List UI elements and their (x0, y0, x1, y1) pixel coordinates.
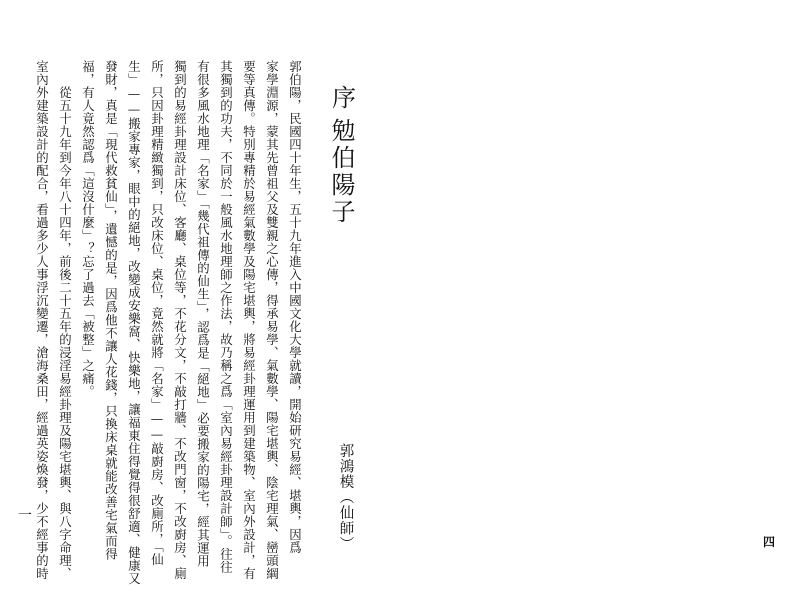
text-column-2: 家學淵源，蒙其先曾祖父及雙親之心傳，得承易學、氣數學、陽宅堪輿、陰宅理氣、巒頭綱 (264, 60, 280, 580)
text-column-10: 福，有人竟然認爲「這沒什麼」？忘了過去「被整」之痛。 (80, 60, 96, 398)
text-column-3: 要等真傳。特別專精於易經氣數學及陽宅堪輿，將易經卦理運用到建築物、室內外設計，有 (241, 60, 257, 580)
text-column-9: 發財，真是「現代救貧仙」，遺憾的是，因爲他不讓人花錢，只換床桌就能改善宅氣而得 (103, 60, 119, 561)
page-number-right: 四 (763, 535, 776, 549)
page-number-left: 一 (18, 508, 32, 524)
text-column-11: 從五十九年到今年八十四年，前後二十五年的浸淫易經卦理及陽宅堪輿、與八字命理、 (57, 60, 73, 580)
text-column-8: 生」——搬家專家，眼中的絕地，改變成安樂窩、快樂地，讓福東住得覺得很舒適、健康又 (126, 60, 142, 586)
text-column-12: 室內外建築設計的配合，看過多少人事浮沉變遷，滄海桑田，經過英姿煥發，少不經事的時 (34, 60, 50, 580)
text-column-5: 有很多風水地理「名家」「幾代祖傳的仙生」，認爲是「絕地」必要搬家的陽宅，經其運用 (195, 60, 211, 568)
author-signature: 郭鴻模（仙師） (337, 443, 354, 552)
text-column-1: 郭伯陽，民國四十年生，五十九年進入中國文化大學就讀，開始研究易經、堪輿，因爲 (287, 60, 303, 554)
text-column-7: 所，只因卦理精緻獨到，只改床位、桌位，竟然就將「名家」——敲廚房、改廁所，「仙 (149, 60, 165, 566)
text-column-6: 獨到的易經卦理設計床位、客廳、桌位等，不花分文，不敲打牆、不改門窗，不改廚房、廁 (172, 60, 188, 580)
text-column-4: 其獨到的功夫，不同於一般風水地理師之作法，故乃稱之爲「室內易經卦理設計師」。往往 (218, 60, 234, 574)
preface-subtitle: 勉伯陽子 (327, 118, 355, 226)
preface-heading: 序 (332, 84, 356, 112)
